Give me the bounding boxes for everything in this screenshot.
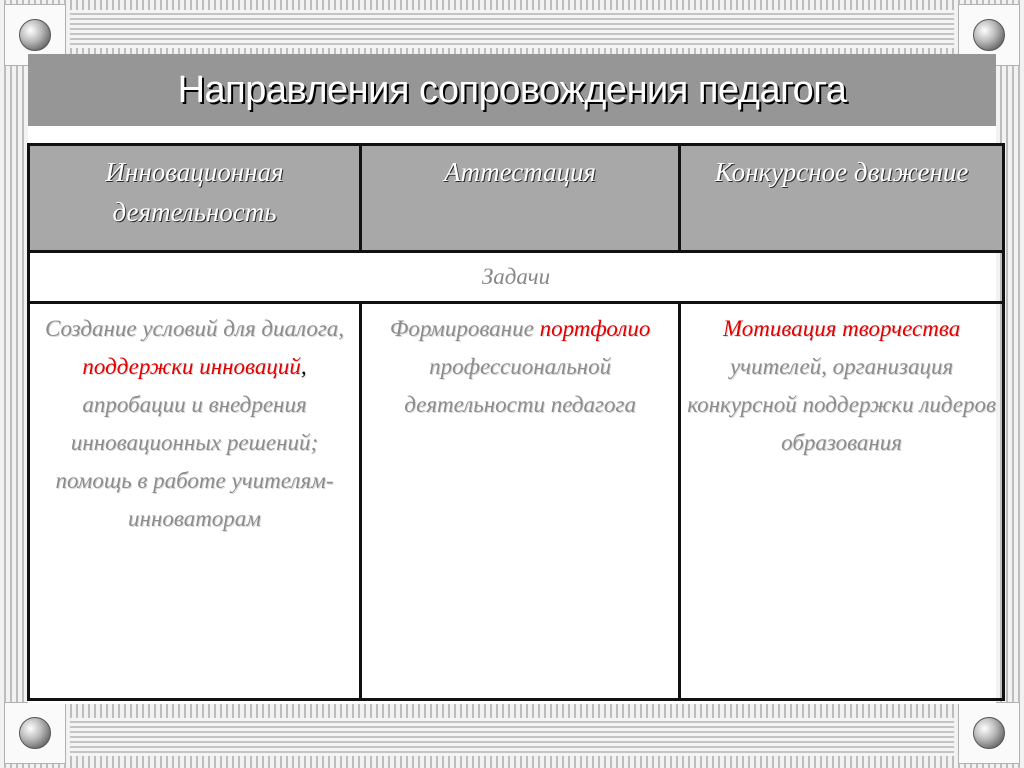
competition-highlight: Мотивация творчества xyxy=(722,316,961,341)
innovation-text-2: апробации и внедрения инновационных решений; помощь в работе учителям-инноваторам xyxy=(55,392,334,531)
tasks-row xyxy=(29,252,1004,303)
corner-bottom-right xyxy=(958,702,1020,764)
header-row xyxy=(29,145,1004,252)
header-competition: Конкурсное движение xyxy=(680,145,1004,252)
tasks-label: Задачи xyxy=(29,252,1004,303)
directions-table xyxy=(27,143,1005,701)
attestation-text-2: профессиональной деятельности педагога xyxy=(404,354,636,417)
top-stripe xyxy=(70,10,954,48)
competition-tasks-cell xyxy=(680,303,1004,700)
title-bar xyxy=(28,54,996,126)
header-attestation: Аттестация xyxy=(361,145,680,252)
round-knob-icon xyxy=(973,19,1005,51)
attestation-text-1: Формирование xyxy=(389,316,540,341)
competition-text-1: учителей, организация конкурсной поддержки лидеров образования xyxy=(687,354,996,455)
innovation-comma: , xyxy=(300,354,307,379)
round-knob-icon xyxy=(973,717,1005,749)
round-knob-icon xyxy=(19,717,51,749)
attestation-tasks-cell xyxy=(361,303,680,700)
innovation-text-1: Создание условий для диалога, xyxy=(44,316,345,341)
round-knob-icon xyxy=(19,19,51,51)
innovation-tasks-cell xyxy=(29,303,361,700)
innovation-highlight: поддержки инноваций xyxy=(82,354,301,379)
corner-bottom-left xyxy=(4,702,66,764)
attestation-highlight: портфолио xyxy=(539,316,651,341)
slide-title: Направления сопровождения педагога xyxy=(177,68,847,111)
bottom-stripe xyxy=(70,718,954,756)
header-innovation: Инновационная деятельность xyxy=(29,145,361,252)
tasks-content-row xyxy=(29,303,1004,700)
